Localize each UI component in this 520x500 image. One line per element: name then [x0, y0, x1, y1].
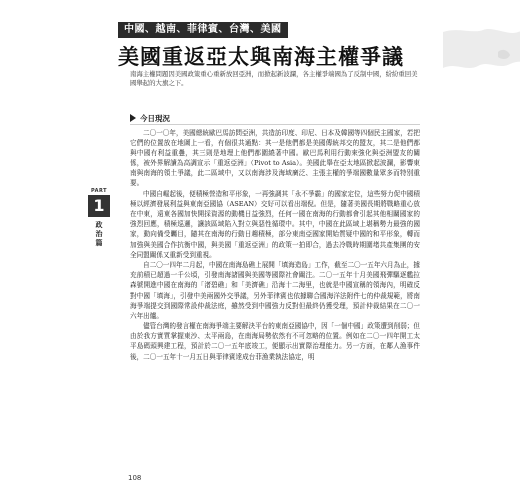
body-paragraph: 自二〇一四年二月起，中國在南海島礁上展開「填海造島」工作，截至二〇一五年六月為止，據充前積已超過一千公頃，引發南海諸國與美國等國際社會關注。二〇一五年十月美國飛彈驅逐艦拉森號開進中國在南海的「渚碧礁」和「美濟礁」沿海十二海里，也就是中國宣稱的領海內，明確反對中國「填海」，引發中美兩國外交爭議，另外菲律賓也依據聯合國海洋法附件七的仲裁規範，將南海爭端提交到國際常設仲裁法庭，雖然受到中國強力反對但最終仍獲受理，預計仲裁結果在二〇一六年出爐。 — [130, 261, 420, 320]
part-side-tab — [88, 188, 110, 248]
part-title-char: 政 — [95, 221, 103, 229]
body-paragraph: 儘管台灣的發言權在南海爭端主要解決平台的東南亞國協中，因「一個中國」政策遭到削弱；但由於我方實質掌握東沙、太平兩島，在南海局勢依然有不可忽略的位置。例如在二〇一四年開工太平島碼頭興建工程，預計於二〇一五年底竣工，便顯示出實際治理能力。另一方面，在鄰人漁事件後，二〇一五年十一月五日與菲律賓達成台菲漁業執法協定，明 — [130, 322, 420, 361]
body-paragraph: 中國自崛起後，便積極營造和平形象，一再強調其「永不爭霸」的國家定位，這些努力促中國積極以經濟發展利益與東南亞國協（ASEAN）交好可以看出端倪。但是，隨著美國長期將戰略重心放在中東，遠東各國加快開採資源的動機日益強烈，任何一國在南海的行動都會引起其他相關國家的強烈回應，積極巡邏，讓該區域陷入對立與惡性循環中。其中，中國在此區域上堪稱勢力最強的國家，動向備受矚目，隨其在南海的行動日趨積極，部分東南亞國家開始質疑中國的和平形象，轉而加強與美國合作抗衡中國，與美國「重返亞洲」的政策一拍即合，過去冷戰時期圍堵共產集團的安全同盟關係又重新受到重視。 — [130, 190, 420, 259]
map-illustration — [438, 22, 520, 82]
part-vertical-title — [88, 221, 110, 248]
section-divider — [130, 124, 420, 125]
part-title-char: 治 — [95, 230, 103, 238]
body-text — [130, 128, 420, 362]
part-title-char: 篇 — [95, 239, 103, 247]
page-number: 108 — [128, 474, 142, 482]
page-title: 美國重返亞太與南海主權爭議 — [118, 45, 404, 69]
body-paragraph: 二〇一〇年，美國總統歐巴馬訪問亞洲，共造訪印度、印尼、日本及韓國等四個民主國家，若把它們的位置放在地圖上一看，有個很共通點：其一是他們都是美國傳統邦交的盟友，其二是他們都與中國有利益重疊，其三則是地理上他們都圍繞著中國。歐巴馬利用行動來強化與亞洲盟友的關係，被外界解讀為高調宣示「重返亞洲」（Pivot to Asia）。美國此舉在亞太地區掀起波瀾，影響東南與南海的領土爭議，此二區域中，又以南海涉及海域廣泛、主張主權的爭端國數量眾多而特別重要。 — [130, 129, 420, 188]
section-heading — [130, 112, 170, 124]
intro-text: 南海主權問題因美國政策重心重新放回亞洲，而掀起新波瀾，各主權爭端國為了反制中國，紛紛重回美國舉起的大旗之下。 — [130, 70, 418, 88]
part-number-badge: 1 — [88, 195, 110, 217]
region-tag-bar: 中國、越南、菲律賓、台灣、美國 — [118, 22, 288, 38]
section-label: 今日現況 — [140, 113, 170, 123]
part-label: PART — [90, 188, 108, 194]
triangle-bullet-icon — [130, 114, 136, 122]
